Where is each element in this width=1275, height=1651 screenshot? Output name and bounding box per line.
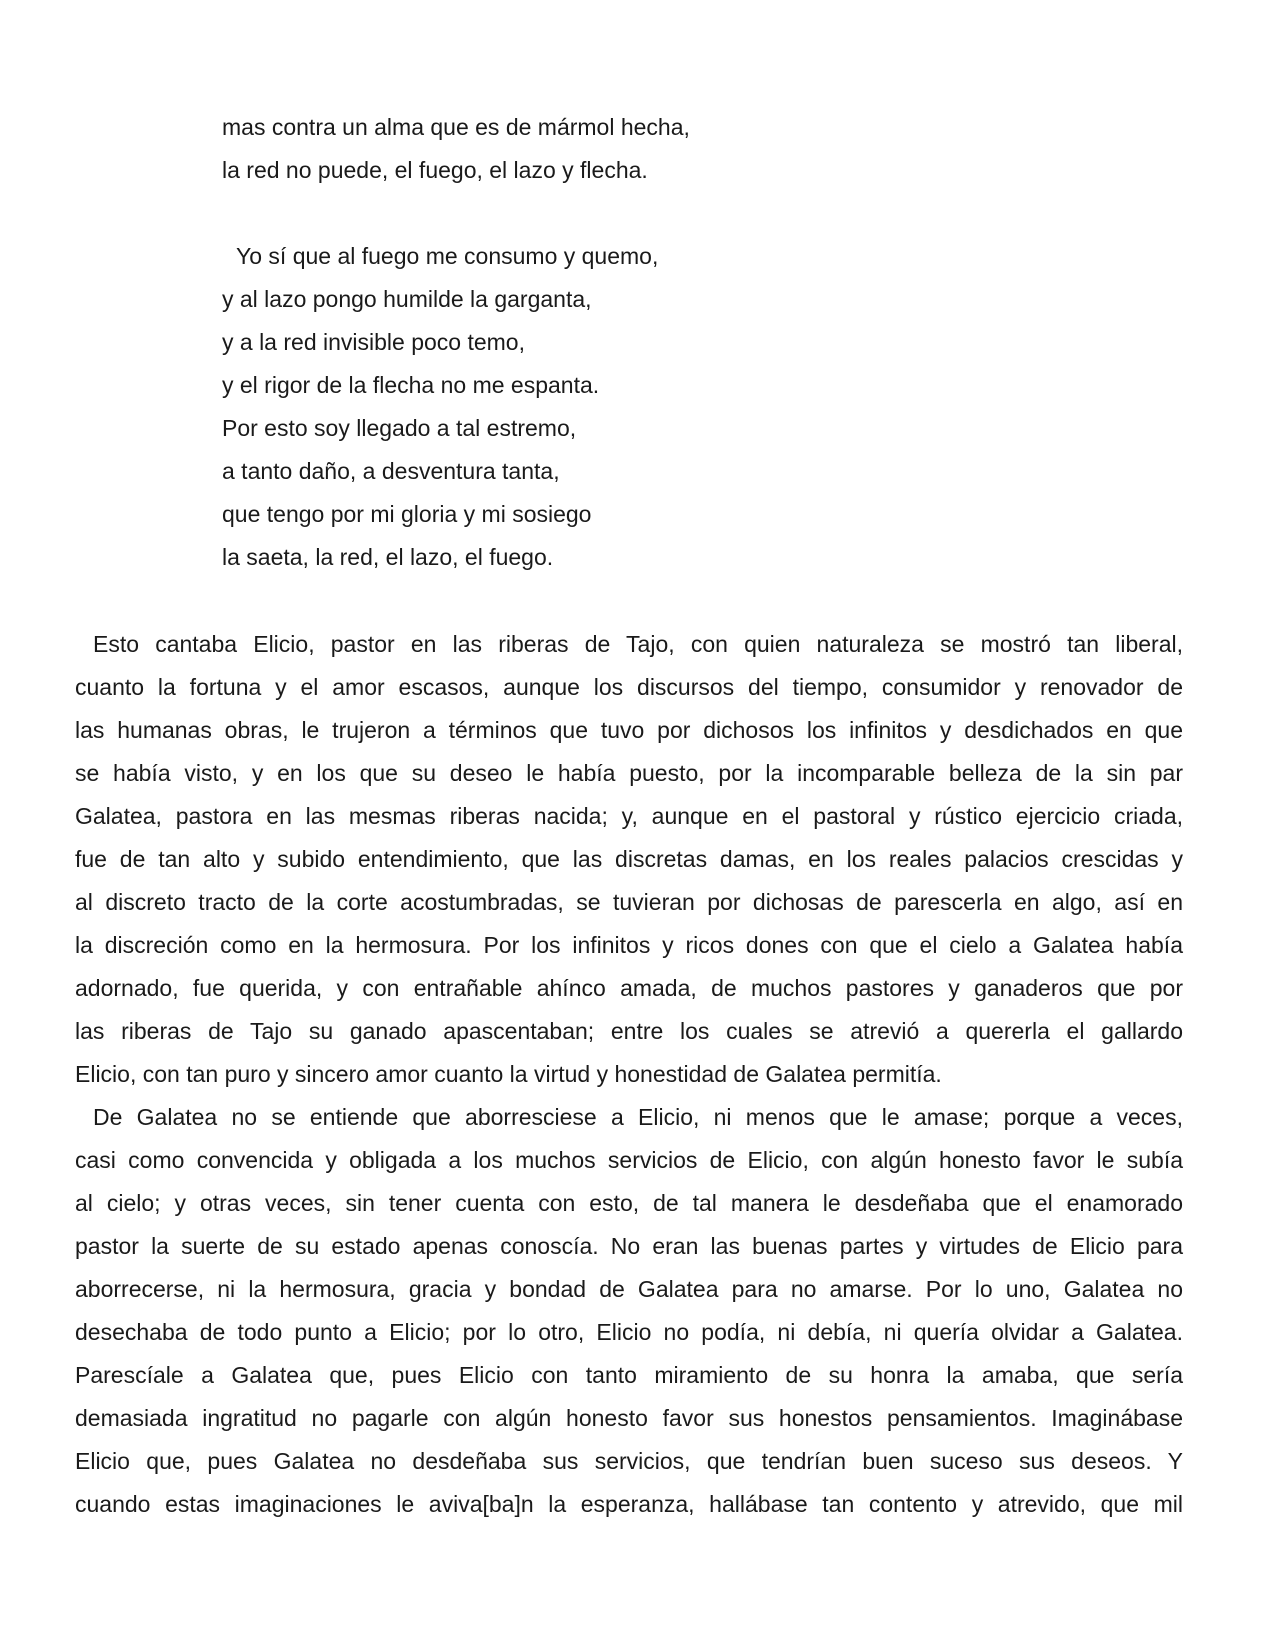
prose-line: demasiada ingratitud no pagarle con algún honesto favor sus honestos pensamientos. Imaginábase <box>75 1405 1183 1431</box>
prose-line: Elicio que, pues Galatea no desdeñaba sus servicios, que tendrían buen suceso sus deseos. Y <box>75 1448 1183 1474</box>
verse-line: Yo sí que al fuego me consumo y quemo, <box>236 243 659 269</box>
verse-line: que tengo por mi gloria y mi sosiego <box>222 501 592 527</box>
prose-line: pastor la suerte de su estado apenas conoscía. No eran las buenas partes y virtudes de Elicio para <box>75 1233 1183 1259</box>
paragraph-1 <box>75 623 1183 1096</box>
prose-line: Galatea, pastora en las mesmas riberas nacida; y, aunque en el pastoral y rústico ejercicio criada, <box>75 803 1183 829</box>
verse-line: a tanto daño, a desventura tanta, <box>222 458 560 484</box>
verse-line: la saeta, la red, el lazo, el fuego. <box>222 544 554 570</box>
prose-line: al discreto tracto de la corte acostumbradas, se tuvieran por dichosas de parescerla en algo, así en <box>75 889 1183 915</box>
verse-line: y a la red invisible poco temo, <box>222 329 525 355</box>
prose-line: De Galatea no se entiende que aborresciese a Elicio, ni menos que le amase; porque a veces, <box>93 1104 1183 1130</box>
verse-line: la red no puede, el fuego, el lazo y flecha. <box>222 157 648 183</box>
prose-line: adornado, fue querida, y con entrañable ahínco amada, de muchos pastores y ganaderos que por <box>75 975 1183 1001</box>
prose-line: cuanto la fortuna y el amor escasos, aunque los discursos del tiempo, consumidor y renovador de <box>75 674 1183 700</box>
prose-body <box>75 623 1183 1526</box>
verse-line: mas contra un alma que es de mármol hecha, <box>222 114 690 140</box>
poem-stanza-final <box>222 235 658 579</box>
verse-line: Por esto soy llegado a tal estremo, <box>222 415 577 441</box>
prose-line: las humanas obras, le trujeron a términos que tuvo por dichosos los infinitos y desdichados en que <box>75 717 1183 743</box>
poem-stanza-end <box>222 106 690 192</box>
prose-line: la discreción como en la hermosura. Por los infinitos y ricos dones con que el cielo a Galatea había <box>75 932 1183 958</box>
prose-line: Parescíale a Galatea que, pues Elicio con tanto miramiento de su honra la amaba, que sería <box>75 1362 1183 1388</box>
prose-line: se había visto, y en los que su deseo le había puesto, por la incomparable belleza de la sin par <box>75 760 1183 786</box>
prose-line: aborrecerse, ni la hermosura, gracia y bondad de Galatea para no amarse. Por lo uno, Galatea no <box>75 1276 1183 1302</box>
verse-line: y el rigor de la flecha no me espanta. <box>222 372 600 398</box>
verse-line: y al lazo pongo humilde la garganta, <box>222 286 592 312</box>
prose-line: las riberas de Tajo su ganado apascentaban; entre los cuales se atrevió a quererla el gallardo <box>75 1018 1183 1044</box>
prose-line: Elicio, con tan puro y sincero amor cuanto la virtud y honestidad de Galatea permitía. <box>75 1061 942 1087</box>
prose-line: al cielo; y otras veces, sin tener cuenta con esto, de tal manera le desdeñaba que el enamorado <box>75 1190 1183 1216</box>
prose-line: Esto cantaba Elicio, pastor en las riberas de Tajo, con quien naturaleza se mostró tan liberal, <box>93 631 1183 657</box>
paragraph-2 <box>75 1096 1183 1526</box>
prose-line: cuando estas imaginaciones le aviva[ba]n la esperanza, hallábase tan contento y atrevido, que mil <box>75 1491 1183 1517</box>
prose-line: casi como convencida y obligada a los muchos servicios de Elicio, con algún honesto favor le subía <box>75 1147 1183 1173</box>
prose-line: desechaba de todo punto a Elicio; por lo otro, Elicio no podía, ni debía, ni quería olvidar a Galatea. <box>75 1319 1183 1345</box>
prose-line: fue de tan alto y subido entendimiento, que las discretas damas, en los reales palacios crescidas y <box>75 846 1183 872</box>
